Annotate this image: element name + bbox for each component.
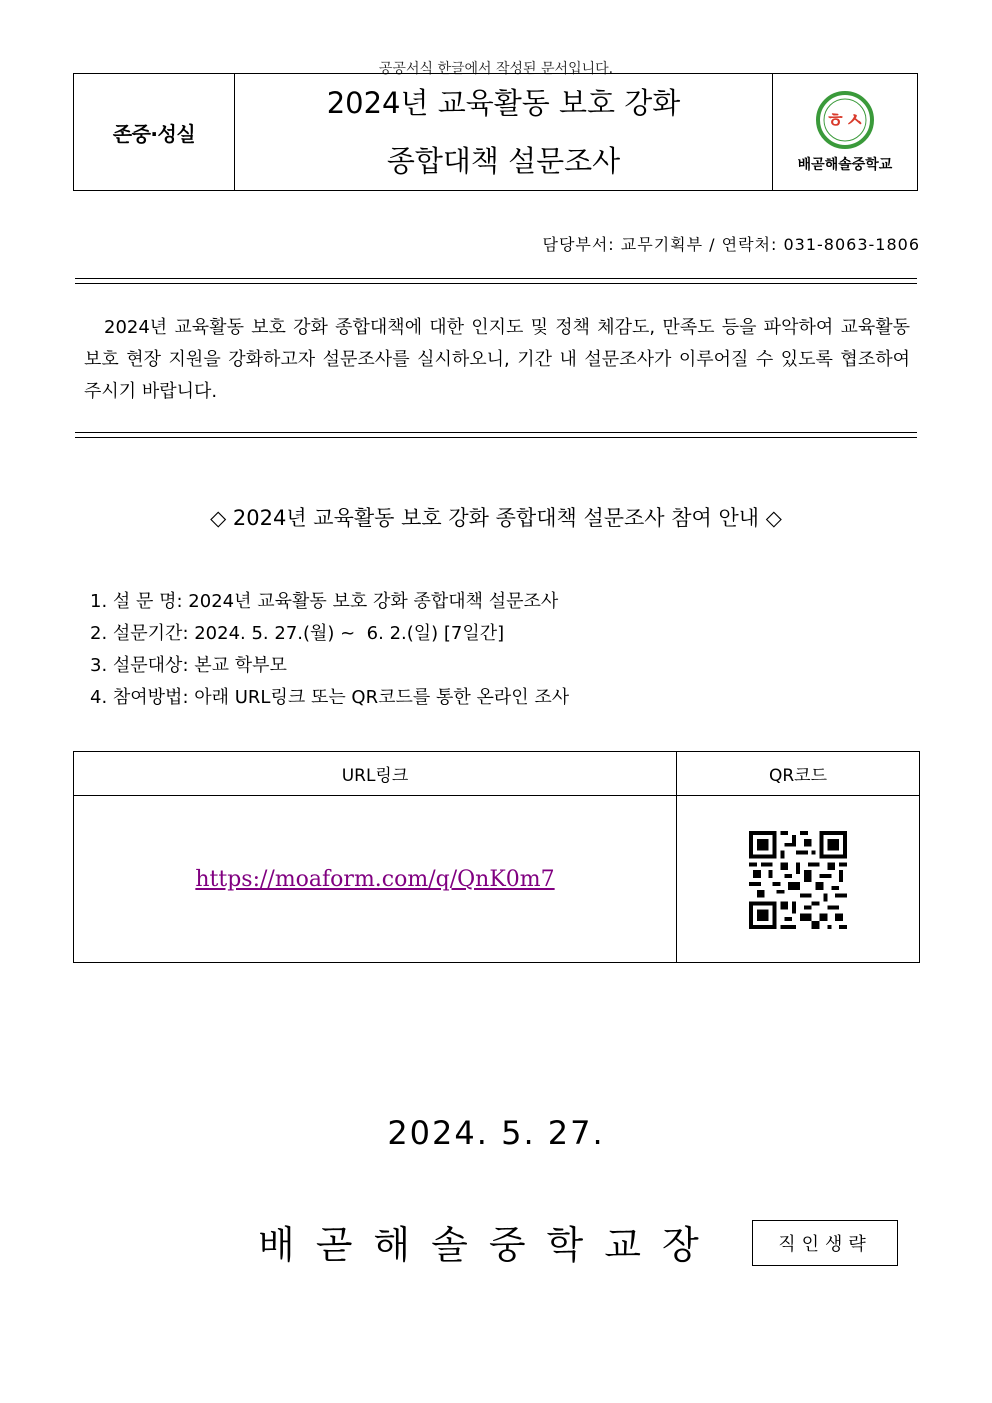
header-qr: QR코드 — [768, 766, 828, 786]
double-divider-bottom — [75, 432, 917, 438]
slogan: 존중·성실 — [74, 74, 235, 190]
school-logo-text: 배곧해솔중학교 — [797, 157, 893, 173]
document-title — [235, 74, 773, 190]
double-divider-top — [75, 278, 917, 284]
qr-code-icon[interactable] — [749, 831, 847, 929]
list-item: 2. 설문기간: 2024. 5. 27.(월) ~ 6. 2.(일) [7일간] — [90, 623, 505, 644]
survey-link-table — [73, 751, 920, 963]
intro-paragraph — [84, 312, 910, 408]
url-cell — [74, 796, 677, 963]
title-line-2: 종합대책 설문조사 — [386, 144, 621, 178]
list-item: 3. 설문대상: 본교 학부모 — [90, 655, 287, 676]
qr-cell — [677, 796, 919, 963]
survey-info-list — [90, 586, 569, 714]
svg-text:ㅎㅅ: ㅎㅅ — [825, 108, 865, 132]
intro-text: 2024년 교육활동 보호 강화 종합대책에 대한 인지도 및 정책 체감도, 만족도 등을 파악하여 교육활동 보호 현장 지원을 강화하고자 설문조사를 실시하오니, 기간 내 설문조사가 이루어질 수 있도록 협조하여 주시기 바랍니다. — [84, 317, 910, 402]
survey-url-link[interactable]: https://moaform.com/q/QnK0m7 — [195, 867, 555, 892]
document-notice: 공공서식 한글에서 작성된 문서입니다. — [378, 61, 614, 77]
section-title: ◇ 2024년 교육활동 보호 강화 종합대책 설문조사 참여 안내 ◇ — [210, 506, 782, 530]
list-item: 4. 참여방법: 아래 URL링크 또는 QR코드를 통한 온라인 조사 — [90, 687, 570, 708]
seal-omitted-box: 직인생략 — [752, 1220, 898, 1266]
contact-info: 담당부서: 교무기획부 / 연락처: 031-8063-1806 — [542, 235, 920, 254]
school-logo-cell — [773, 74, 917, 190]
school-logo-icon — [815, 90, 875, 150]
title-line-1: 2024년 교육활동 보호 강화 — [326, 86, 681, 120]
table-row — [74, 796, 919, 963]
document-date: 2024. 5. 27. — [387, 1114, 605, 1152]
header-url: URL링크 — [74, 752, 677, 795]
table-header-row — [74, 752, 919, 796]
header-table — [73, 73, 918, 191]
list-item: 1. 설 문 명: 2024년 교육활동 보호 강화 종합대책 설문조사 — [90, 591, 559, 612]
principal-signature: 배곧해솔중학교장 — [258, 1223, 720, 1267]
